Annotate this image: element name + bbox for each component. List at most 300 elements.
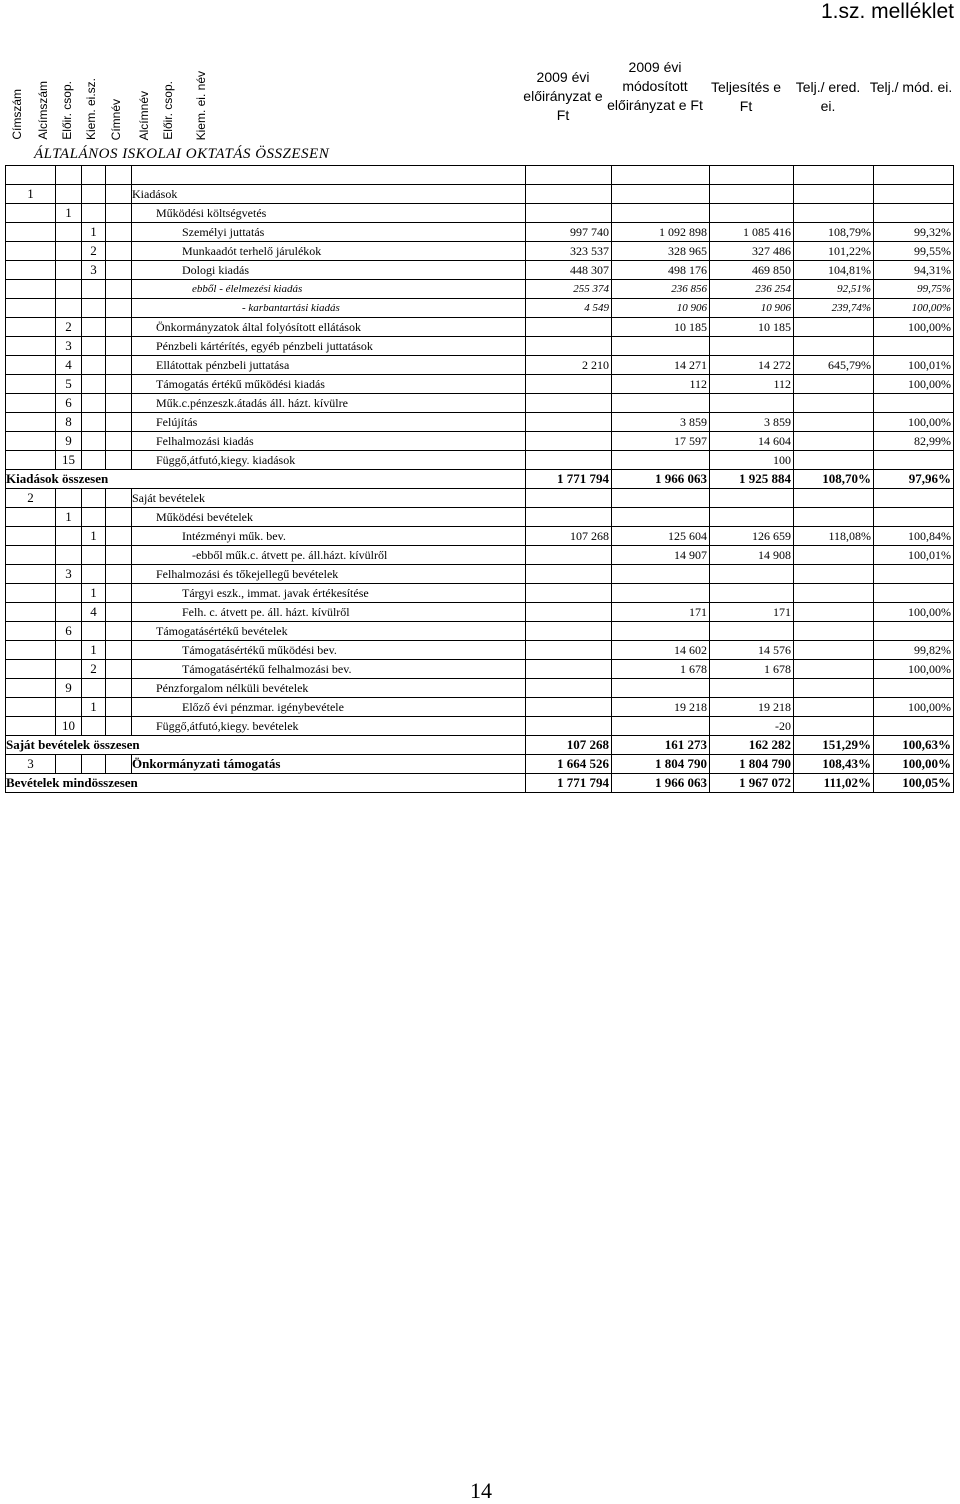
row-label: Felhalmozási és tőkejellegű bevételek [132,565,526,584]
row-label: Függő,átfutó,kiegy. kiadások [132,451,526,470]
row-code-2: 6 [56,622,82,641]
value-cell-1 [526,413,612,432]
row-code-1 [6,299,56,318]
value-cell-2 [612,584,710,603]
row-code-1 [6,603,56,622]
row-code-3: 1 [82,584,106,603]
table-row [6,622,954,641]
table-row [6,565,954,584]
value-cell-5: 100,00% [874,660,954,679]
row-code-1 [6,280,56,299]
row-label: Kiadások [132,185,526,204]
value-cell-2 [612,679,710,698]
row-code-1: 1 [6,185,56,204]
value-cell-4 [794,546,874,565]
value-cell-4: 645,79% [794,356,874,375]
value-cell-3: 1 967 072 [710,774,794,793]
row-label: Támogatásértékű bevételek [132,622,526,641]
header-kiem-ei-nev: Kiem. ei. név [194,70,208,140]
row-code-3 [82,318,106,337]
row-label: Intézményi műk. bev. [132,527,526,546]
row-code-1 [6,660,56,679]
value-cell-5: 100,01% [874,546,954,565]
value-cell-4 [794,375,874,394]
table-row [6,584,954,603]
value-cell-3 [710,337,794,356]
value-cell-5: 100,00% [874,318,954,337]
value-cell-1: 255 374 [526,280,612,299]
value-cell-3 [710,584,794,603]
row-code-2: 1 [56,204,82,223]
value-cell-2: 125 604 [612,527,710,546]
value-cell-2 [612,565,710,584]
table-row [6,223,954,242]
row-code-1 [6,546,56,565]
row-code-2: 10 [56,717,82,736]
row-code-2 [56,261,82,280]
row-code-3: 1 [82,527,106,546]
row-total-label: Kiadások összesen [6,470,526,489]
row-code-2: 8 [56,413,82,432]
value-cell-4 [794,660,874,679]
value-cell-5: 100,01% [874,356,954,375]
value-cell-4 [794,603,874,622]
value-cell-3: 14 908 [710,546,794,565]
row-code-2: 9 [56,679,82,698]
row-label: Függő,átfutó,kiegy. bevételek [132,717,526,736]
row-code-2 [56,280,82,299]
page-number: 14 [470,1478,492,1503]
table-row [6,375,954,394]
row-code-2 [56,223,82,242]
value-cell-1 [526,204,612,223]
value-cell-3 [710,185,794,204]
row-code-4 [106,413,132,432]
row-code-4 [106,394,132,413]
row-code-2 [56,584,82,603]
header-cimnev: Címnév [109,98,123,140]
row-label: - karbantartási kiadás [132,299,526,318]
table-row [6,394,954,413]
row-code-4 [106,261,132,280]
value-cell-5: 100,00% [874,755,954,774]
row-label: Működési költségvetés [132,204,526,223]
value-cell-4: 104,81% [794,261,874,280]
row-code-1 [6,413,56,432]
table-row [6,641,954,660]
value-cell-4 [794,622,874,641]
value-cell-1 [526,489,612,508]
row-code-2: 2 [56,318,82,337]
row-code-3 [82,717,106,736]
row-code-2: 5 [56,375,82,394]
row-code-4 [106,356,132,375]
value-cell-3: 19 218 [710,698,794,717]
row-code-3: 1 [82,641,106,660]
row-code-3 [82,375,106,394]
value-cell-1: 1 771 794 [526,470,612,489]
row-label: Önkormányzatok által folyósított ellátások [132,318,526,337]
row-code-4 [106,641,132,660]
value-cell-3 [710,622,794,641]
value-cell-1: 1 771 794 [526,774,612,793]
header-cimszam: Címszám [10,89,24,140]
table-row [6,527,954,546]
value-cell-1: 997 740 [526,223,612,242]
row-code-2: 3 [56,565,82,584]
column-header-telj-ered: Telj./ ered. ei. [795,79,861,114]
value-cell-5 [874,337,954,356]
row-code-3 [82,489,106,508]
table-row [6,185,954,204]
row-code-1: 3 [6,755,56,774]
value-cell-1 [526,432,612,451]
table-row [6,413,954,432]
value-cell-5: 99,75% [874,280,954,299]
value-cell-4 [794,185,874,204]
vertical-header-group [6,60,220,140]
value-cell-4: 108,70% [794,470,874,489]
value-cell-1 [526,375,612,394]
value-cell-2 [612,489,710,508]
value-cell-4 [794,318,874,337]
value-cell-2: 236 856 [612,280,710,299]
value-cell-2 [612,622,710,641]
row-code-1 [6,698,56,717]
table-row [6,698,954,717]
row-code-1 [6,318,56,337]
row-code-3 [82,337,106,356]
value-cell-2: 19 218 [612,698,710,717]
row-label: Műk.c.pénzeszk.átadás áll. házt. kívülre [132,394,526,413]
value-cell-4 [794,641,874,660]
row-code-4 [106,660,132,679]
header-alcimszam: Alcímszám [36,81,50,140]
value-cell-4: 108,43% [794,755,874,774]
row-code-2 [56,299,82,318]
value-cell-2: 10 906 [612,299,710,318]
value-cell-1 [526,185,612,204]
value-cell-5 [874,451,954,470]
value-cell-5 [874,679,954,698]
row-code-1 [6,508,56,527]
value-cell-1 [526,508,612,527]
row-label: Felújítás [132,413,526,432]
table-row [6,451,954,470]
value-cell-2 [612,204,710,223]
row-code-3 [82,413,106,432]
value-cell-3: 14 576 [710,641,794,660]
table-row [6,508,954,527]
value-cell-3: 1 678 [710,660,794,679]
row-code-3 [82,755,106,774]
table-row [6,470,954,489]
row-code-2 [56,185,82,204]
column-header-telj-mod: Telj./ mód. ei. [869,79,953,95]
table-row [6,546,954,565]
row-label: -ebből műk.c. átvett pe. áll.házt. kívülről [132,546,526,565]
value-cell-4 [794,394,874,413]
row-code-1 [6,717,56,736]
header-kiem-ei-sz: Kiem. ei.sz. [84,77,98,140]
row-code-4 [106,318,132,337]
table-row [6,717,954,736]
value-cell-1 [526,679,612,698]
row-code-2 [56,641,82,660]
row-code-4 [106,337,132,356]
row-code-3 [82,432,106,451]
value-cell-2: 14 907 [612,546,710,565]
row-code-1 [6,242,56,261]
value-cell-1 [526,660,612,679]
value-cell-4 [794,413,874,432]
value-cell-2 [612,185,710,204]
table-row [6,432,954,451]
value-cell-3: 126 659 [710,527,794,546]
row-label: Támogatás értékű működési kiadás [132,375,526,394]
value-cell-1 [526,546,612,565]
value-cell-5: 82,99% [874,432,954,451]
row-code-3: 4 [82,603,106,622]
value-cell-1: 323 537 [526,242,612,261]
value-cell-3: 10 906 [710,299,794,318]
row-code-3: 3 [82,261,106,280]
value-cell-2 [612,451,710,470]
value-cell-3: 14 272 [710,356,794,375]
table-row [6,603,954,622]
row-code-1 [6,261,56,280]
row-code-3 [82,280,106,299]
value-cell-3: 162 282 [710,736,794,755]
value-cell-3: 1 804 790 [710,755,794,774]
row-label: Támogatásértékű működési bev. [132,641,526,660]
row-code-2 [56,489,82,508]
value-cell-1: 4 549 [526,299,612,318]
row-code-2: 15 [56,451,82,470]
section-title: ÁLTALÁNOS ISKOLAI OKTATÁS ÖSSZESEN [34,146,330,162]
annex-label: 1.sz. melléklet [820,0,954,23]
row-code-1 [6,223,56,242]
value-cell-4: 118,08% [794,527,874,546]
header-eloir-csop: Előir. csop. [60,81,74,140]
value-cell-2: 3 859 [612,413,710,432]
row-code-3 [82,394,106,413]
value-cell-5: 100,00% [874,698,954,717]
value-cell-5: 100,63% [874,736,954,755]
value-cell-4 [794,432,874,451]
value-cell-1 [526,603,612,622]
table-row [6,489,954,508]
table-row [6,679,954,698]
value-cell-3: -20 [710,717,794,736]
row-code-4 [106,698,132,717]
value-cell-4: 108,79% [794,223,874,242]
value-cell-2: 1 804 790 [612,755,710,774]
row-code-4 [106,489,132,508]
row-code-4 [106,185,132,204]
value-cell-5 [874,584,954,603]
row-code-2 [56,242,82,261]
value-cell-4 [794,508,874,527]
value-cell-5 [874,622,954,641]
value-cell-3: 1 085 416 [710,223,794,242]
value-cell-3: 327 486 [710,242,794,261]
table-row [6,755,954,774]
value-cell-5 [874,489,954,508]
row-code-3 [82,622,106,641]
row-code-3 [82,565,106,584]
value-cell-3: 14 604 [710,432,794,451]
value-cell-1 [526,394,612,413]
row-code-4 [106,204,132,223]
value-cell-5 [874,185,954,204]
row-code-4 [106,280,132,299]
value-cell-4 [794,337,874,356]
row-code-2: 9 [56,432,82,451]
row-code-3 [82,546,106,565]
value-cell-2: 14 271 [612,356,710,375]
value-cell-2: 498 176 [612,261,710,280]
value-cell-5 [874,508,954,527]
table-row [6,774,954,793]
value-cell-3 [710,508,794,527]
row-code-3 [82,679,106,698]
row-code-2: 3 [56,337,82,356]
row-code-4 [106,565,132,584]
value-cell-5: 97,96% [874,470,954,489]
value-cell-2: 14 602 [612,641,710,660]
table-row [6,299,954,318]
row-label: Pénzbeli kártérítés, egyéb pénzbeli juttatások [132,337,526,356]
column-header-teljesites: Teljesítés e Ft [710,79,782,114]
table-row-spacer [6,166,954,185]
row-code-4 [106,242,132,261]
row-code-1 [6,451,56,470]
row-code-2 [56,660,82,679]
value-cell-5: 100,00% [874,375,954,394]
value-cell-2: 171 [612,603,710,622]
value-cell-4 [794,698,874,717]
value-cell-2: 328 965 [612,242,710,261]
table-row [6,356,954,375]
row-code-4 [106,223,132,242]
row-code-1 [6,565,56,584]
value-cell-1: 1 664 526 [526,755,612,774]
value-cell-3: 10 185 [710,318,794,337]
value-cell-3 [710,204,794,223]
value-cell-5: 100,00% [874,603,954,622]
row-code-3 [82,356,106,375]
column-header-modositott: 2009 évi módosított előirányzat e Ft [607,59,703,113]
row-code-4 [106,622,132,641]
value-cell-2 [612,394,710,413]
value-cell-1: 448 307 [526,261,612,280]
value-cell-4: 111,02% [794,774,874,793]
row-code-1 [6,375,56,394]
value-cell-2: 1 966 063 [612,470,710,489]
row-code-4 [106,375,132,394]
row-label: Személyi juttatás [132,223,526,242]
value-cell-3: 469 850 [710,261,794,280]
value-cell-4: 92,51% [794,280,874,299]
row-code-4 [106,603,132,622]
row-label: Saját bevételek [132,489,526,508]
value-cell-1 [526,717,612,736]
value-cell-1 [526,318,612,337]
row-code-1: 2 [6,489,56,508]
value-cell-5 [874,394,954,413]
row-code-2: 4 [56,356,82,375]
value-cell-4 [794,679,874,698]
value-cell-4 [794,204,874,223]
value-cell-2: 161 273 [612,736,710,755]
row-total-label: Bevételek mindösszesen [6,774,526,793]
value-cell-5: 100,00% [874,413,954,432]
value-cell-5: 99,55% [874,242,954,261]
row-code-1 [6,641,56,660]
row-code-4 [106,679,132,698]
budget-table [5,165,954,793]
value-cell-1 [526,451,612,470]
row-label: Dologi kiadás [132,261,526,280]
row-code-4 [106,527,132,546]
value-cell-2: 1 092 898 [612,223,710,242]
table-row [6,261,954,280]
value-cell-2 [612,508,710,527]
value-cell-2: 1 966 063 [612,774,710,793]
table-row [6,280,954,299]
row-code-3 [82,451,106,470]
value-cell-4 [794,717,874,736]
table-row [6,337,954,356]
value-cell-4: 151,29% [794,736,874,755]
header-alcimnev: Alcímnév [137,90,151,140]
value-cell-3: 236 254 [710,280,794,299]
value-cell-3: 1 925 884 [710,470,794,489]
value-cell-1 [526,622,612,641]
row-code-2 [56,546,82,565]
row-code-1 [6,432,56,451]
row-code-4 [106,508,132,527]
header-eloir-csop-2: Előir. csop. [161,81,175,140]
table-row [6,660,954,679]
value-cell-5: 100,05% [874,774,954,793]
row-label: Pénzforgalom nélküli bevételek [132,679,526,698]
value-cell-3 [710,679,794,698]
value-cell-2: 10 185 [612,318,710,337]
row-code-1 [6,204,56,223]
row-label: Működési bevételek [132,508,526,527]
value-cell-5 [874,565,954,584]
value-cell-4: 101,22% [794,242,874,261]
row-code-2 [56,603,82,622]
value-cell-2: 112 [612,375,710,394]
table-row [6,736,954,755]
row-label: Ellátottak pénzbeli juttatása [132,356,526,375]
row-code-2 [56,698,82,717]
row-code-1 [6,679,56,698]
value-cell-5: 100,00% [874,299,954,318]
value-cell-2: 17 597 [612,432,710,451]
value-cell-2 [612,717,710,736]
value-cell-5: 99,32% [874,223,954,242]
row-code-2: 6 [56,394,82,413]
row-label: Támogatásértékű felhalmozási bev. [132,660,526,679]
row-code-3: 1 [82,698,106,717]
value-cell-1: 107 268 [526,736,612,755]
row-code-4 [106,299,132,318]
row-code-4 [106,451,132,470]
